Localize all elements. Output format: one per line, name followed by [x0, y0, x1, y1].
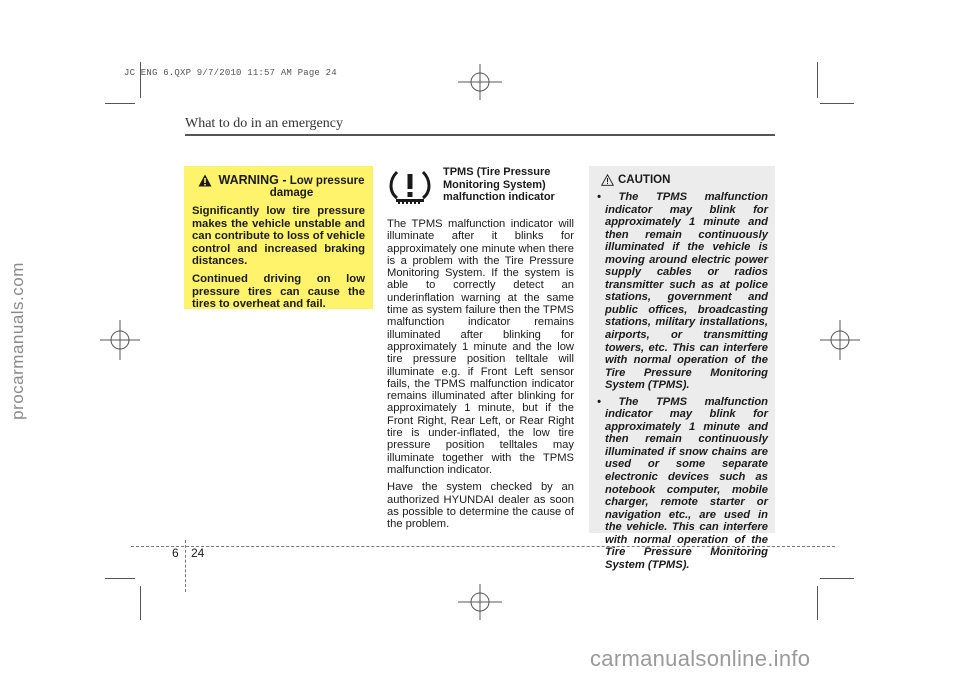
print-slug: JC ENG 6.QXP 9/7/2010 11:57 AM Page 24 — [124, 68, 337, 78]
tpms-paragraph-2: Have the system checked by an authorized HYUNDAI dealer as soon as possible to determine the cause of the problem. — [387, 481, 574, 531]
page-header-title: What to do in an emergency — [185, 116, 343, 131]
watermark-bottom: carmanualsonline.info — [590, 646, 811, 671]
warning-topic-line2: damage — [269, 187, 314, 199]
warning-box — [184, 166, 373, 309]
tpms-warning-icon — [387, 168, 433, 204]
watermark-side: procarmanuals.com — [8, 262, 27, 420]
caution-item-1: • The TPMS malfunction indicator may blink for approximately 1 minute and then remain continuously illuminated if the vehicle is moving around electric power supply cables or radios transmitter such as at police stations, government and public offices, broadcasting stations, military installations, airports, or transmitting towers, etc. This can interfere with normal operation of the Tire Pressure Monitoring System (TPMS). — [597, 191, 769, 392]
registration-mark-bottom-icon — [458, 584, 502, 620]
warning-paragraph-2: Continued driving on low pressure tires can cause the tires to overheat and fail. — [192, 272, 365, 311]
caution-heading — [597, 174, 768, 186]
footer-section-number: 6 — [172, 546, 179, 560]
caution-box — [589, 166, 775, 571]
tpms-title: TPMS (Tire Pressure Monitoring System) malfunction indicator — [443, 166, 555, 203]
warning-topic-line1: Low pressure — [289, 175, 365, 187]
caution-item-2: • The TPMS malfunction indicator may blink for approximately 1 minute and then remain continuously illuminated if snow chains are used or some separate electronic devices such as notebook computer, mobile charger, remote starter or navigation etc., are used in the vehicle. This can interfere with normal operation of the Tire Pressure Monitoring System (TPMS). — [597, 395, 769, 571]
registration-mark-right-icon — [820, 320, 860, 360]
header-rule — [185, 134, 775, 136]
caution-item-1-text: The TPMS malfunction indicator may blink for approximately 1 minute and then remain continuously illuminated if the vehicle is moving around electric power supply cables or radios transmitter such as at police stations, government and public offices, broadcasting stations, military installations, airports, or transmitting towers, etc. This can interfere with normal operation of the Tire Pressure Monitoring System (TPMS). — [605, 191, 769, 392]
tpms-paragraph-1: The TPMS malfunction indicator will illuminate after it blinks for approximately one minute when there is a problem with the Tire Pressure Monitoring System. If the system is able to correctly detect an underinflation warning at the same time as system failure then the TPMS malfunction indicator remains illuminated after blinking for approximately 1 minute and the low tire pressure position telltale will illuminate e.g. if Front Left sensor fails, the TPMS malfunction indicator remains illuminated after blinking for approximately 1 minute, but if the Front Right, Rear Left, or Rear Right tire is under-inflated, the low tire pressure position telltales may illuminate together with the TPMS malfunction indicator. — [387, 218, 574, 476]
warning-paragraph-1: Significantly low tire pressure makes the vehicle unstable and can contribute to loss of vehicle control and increased braking distances. — [192, 205, 365, 268]
footer-divider — [185, 540, 186, 592]
warning-label: WARNING - — [218, 173, 287, 187]
warning-body — [192, 205, 365, 311]
footer-page-number: 24 — [191, 546, 205, 560]
caution-list — [597, 191, 768, 571]
registration-mark-top-icon — [458, 64, 502, 100]
footer-rule — [131, 546, 835, 547]
warning-triangle-icon — [198, 174, 212, 187]
warning-heading — [192, 174, 365, 199]
caution-triangle-icon — [601, 174, 614, 186]
tpms-body — [387, 218, 574, 535]
registration-mark-left-icon — [100, 320, 140, 360]
caution-item-2-text: The TPMS malfunction indicator may blink for approximately 1 minute and then remain continuously illuminated if snow chains are used or some separate electronic devices such as notebook computer, mobile charger, remote starter or navigation etc., are used in the vehicle. This can interfere with normal operation of the Tire Pressure Monitoring System (TPMS). — [605, 395, 769, 571]
caution-label: CAUTION — [618, 174, 671, 186]
